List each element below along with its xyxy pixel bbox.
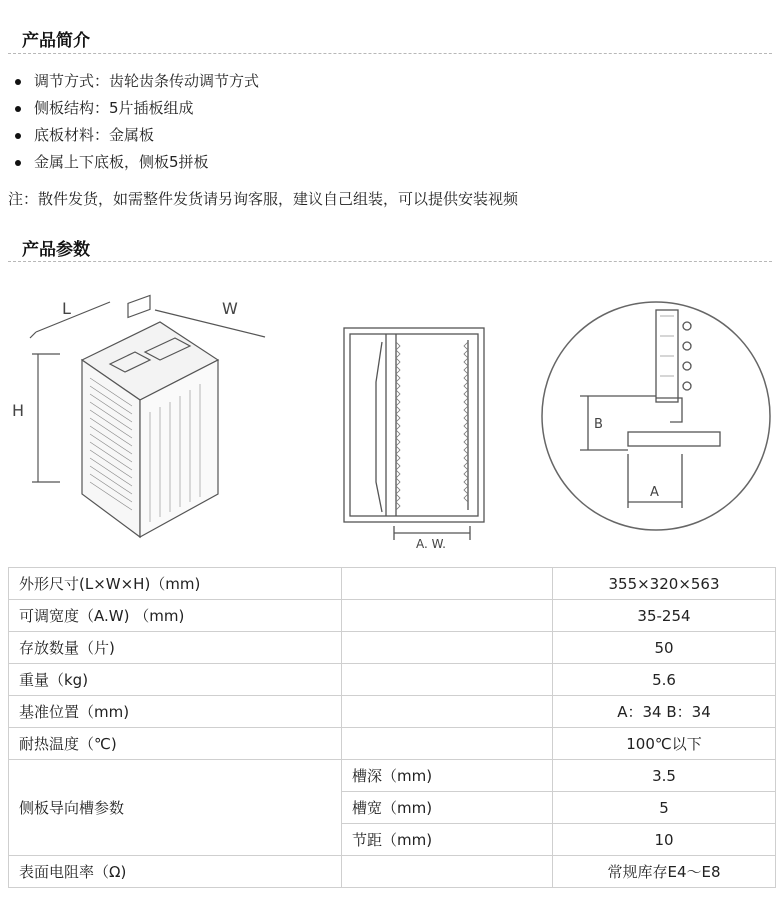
- row-sub: [342, 856, 553, 888]
- row-sub: [342, 664, 553, 696]
- intro-list: [12, 68, 259, 176]
- row-value: 5: [553, 792, 776, 824]
- table-row: [9, 696, 776, 728]
- row-label: 外形尺寸(L×W×H)（mm): [9, 568, 342, 600]
- row-label: 存放数量（片): [9, 632, 342, 664]
- row-value: 3.5: [553, 760, 776, 792]
- list-item: 金属上下底板，侧板5拼板: [12, 149, 259, 176]
- table-row: [9, 856, 776, 888]
- intro-title: 产品简介: [22, 31, 90, 51]
- product-figures: [0, 282, 776, 552]
- dim-label-l: L: [62, 299, 71, 318]
- row-value: 5.6: [553, 664, 776, 696]
- row-sub: 槽宽（mm): [342, 792, 553, 824]
- row-sub: [342, 728, 553, 760]
- table-row: [9, 600, 776, 632]
- row-value: 355×320×563: [553, 568, 776, 600]
- params-section-header: [0, 233, 776, 263]
- dim-label-h: H: [12, 401, 25, 420]
- list-item: 调节方式：齿轮齿条传动调节方式: [12, 68, 259, 95]
- row-sub: [342, 696, 553, 728]
- row-sub: [342, 632, 553, 664]
- list-item: 底板材料：金属板: [12, 122, 259, 149]
- intro-section-header: [0, 24, 776, 54]
- dim-label-a: A: [650, 485, 659, 500]
- rack-front-view-drawing: [330, 282, 500, 552]
- bullet-icon: [15, 133, 21, 139]
- row-value: 常规库存E4～E8: [553, 856, 776, 888]
- row-label: 基准位置（mm): [9, 696, 342, 728]
- row-value: 50: [553, 632, 776, 664]
- bullet-icon: [15, 106, 21, 112]
- row-value: 10: [553, 824, 776, 856]
- table-row: [9, 760, 776, 792]
- rack-detail-drawing: [536, 286, 776, 548]
- dim-label-b: B: [594, 417, 603, 432]
- list-item: 侧板结构：5片插板组成: [12, 95, 259, 122]
- dim-label-aw: A. W.: [416, 537, 446, 551]
- row-label: 表面电阻率（Ω): [9, 856, 342, 888]
- bullet-icon: [15, 79, 21, 85]
- row-label: 可调宽度（A.W) （mm): [9, 600, 342, 632]
- row-sub: 节距（mm): [342, 824, 553, 856]
- shipping-note: 注：散件发货，如需整件发货请另询客服，建议自己组装，可以提供安装视频: [8, 190, 519, 208]
- table-row: [9, 632, 776, 664]
- table-row: [9, 728, 776, 760]
- row-sub: 槽深（mm): [342, 760, 553, 792]
- row-sub: [342, 600, 553, 632]
- params-table: [8, 567, 776, 888]
- row-value: 35-254: [553, 600, 776, 632]
- bullet-icon: [15, 160, 21, 166]
- params-title: 产品参数: [22, 240, 90, 260]
- row-label: 耐热温度（℃): [9, 728, 342, 760]
- dim-label-w: W: [222, 299, 238, 318]
- params-divider: [8, 261, 772, 262]
- intro-divider: [8, 53, 772, 54]
- rack-isometric-drawing: [0, 282, 290, 552]
- group-label: 侧板导向槽参数: [9, 760, 342, 856]
- table-row: [9, 568, 776, 600]
- row-label: 重量（kg): [9, 664, 342, 696]
- row-sub: [342, 568, 553, 600]
- table-row: [9, 664, 776, 696]
- row-value: 100℃以下: [553, 728, 776, 760]
- row-value: A：34 B：34: [553, 696, 776, 728]
